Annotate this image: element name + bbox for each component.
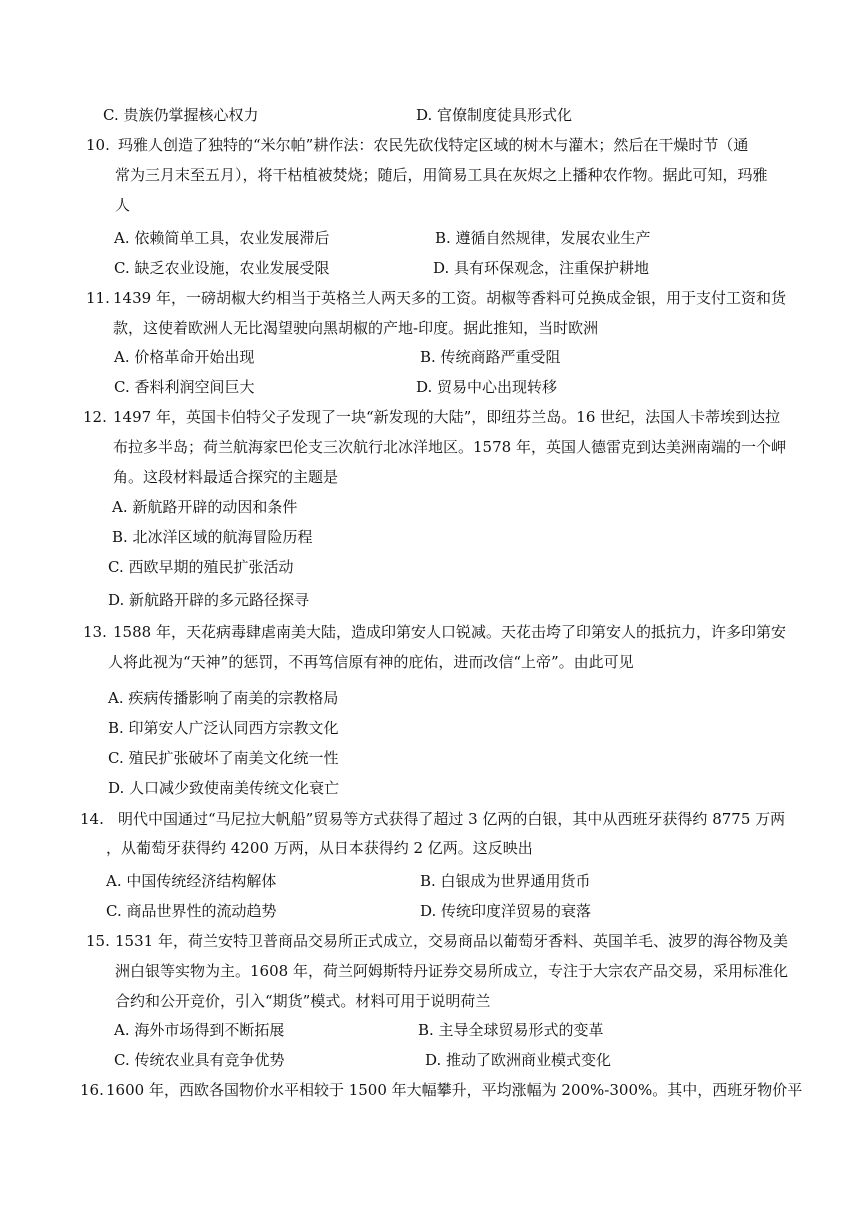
q10-option-b: B. 遵循自然规律，发展农业生产 — [435, 229, 651, 247]
q16-number: 16. — [80, 1081, 104, 1099]
q9-option-d: D. 官僚制度徒具形式化 — [416, 106, 573, 124]
q13-option-d: D. 人口减少致使南美传统文化衰亡 — [108, 779, 340, 797]
q12-option-a: A. 新航路开辟的动因和条件 — [112, 498, 298, 516]
q15-stem-line-2: 洲白银等实物为主。1608 年，荷兰阿姆斯特丹证券交易所成立，专注于大宗农产品交易，采用标准化 — [115, 962, 788, 980]
q12-stem-line-3: 角。这段材料最适合探究的主题是 — [113, 468, 339, 486]
q15-option-b: B. 主导全球贸易形式的变革 — [418, 1021, 604, 1039]
q15-stem-line-3: 合约和公开竞价，引入“期货”模式。材料可用于说明荷兰 — [115, 992, 491, 1010]
q14-stem-line-2: ，从葡萄牙获得约 4200 万两，从日本获得约 2 亿两。这反映出 — [106, 839, 533, 857]
q11-option-a: A. 价格革命开始出现 — [114, 348, 255, 366]
q12-number: 12. — [83, 408, 107, 426]
q11-option-b: B. 传统商路严重受阻 — [420, 348, 561, 366]
q10-number: 10. — [86, 136, 110, 154]
q10-stem-line-2: 常为三月末至五月），将干枯植被焚烧；随后，用简易工具在灰烬之上播种农作物。据此可知，玛雅 — [115, 166, 768, 184]
q14-option-b: B. 白银成为世界通用货币 — [420, 872, 591, 890]
q11-option-d: D. 贸易中心出现转移 — [416, 378, 558, 396]
q13-stem-line-2: 人将此视为“天神”的惩罚，不再笃信原有神的庇佑，进而改信“上帝”。由此可见 — [108, 653, 634, 671]
q14-option-c: C. 商品世界性的流动趋势 — [106, 902, 277, 920]
q13-option-c: C. 殖民扩张破坏了南美文化统一性 — [108, 749, 339, 767]
q15-number: 15. — [86, 932, 110, 950]
q14-stem-line-1: 明代中国通过“马尼拉大帆船”贸易等方式获得了超过 3 亿两的白银，其中从西班牙获得约 8775 万两 — [118, 810, 786, 828]
q14-option-a: A. 中国传统经济结构解体 — [106, 872, 277, 890]
q12-stem-line-2: 布拉多半岛；荷兰航海家巴伦支三次航行北冰洋地区。1578 年，英国人德雷克到达美洲南端的一个岬 — [113, 438, 786, 456]
q14-option-d: D. 传统印度洋贸易的衰落 — [420, 902, 592, 920]
q12-stem-line-1: 1497 年，英国卡伯特父子发现了一块“新发现的大陆”，即纽芬兰岛。16 世纪，法国人卡蒂埃到达拉 — [113, 408, 781, 426]
q13-stem-line-1: 1588 年，天花病毒肆虐南美大陆，造成印第安人口锐减。天花击垮了印第安人的抵抗力，许多印第安 — [113, 623, 786, 641]
q10-stem-line-3: 人 — [115, 196, 131, 214]
q9-option-c: C. 贵族仍掌握核心权力 — [103, 106, 259, 124]
q11-number: 11. — [86, 289, 110, 307]
q15-option-c: C. 传统农业具有竞争优势 — [114, 1051, 285, 1069]
q15-option-a: A. 海外市场得到不断拓展 — [114, 1021, 285, 1039]
q14-number: 14. — [80, 810, 104, 828]
q11-stem-line-2: 款，这使着欧洲人无比渴望驶向黑胡椒的产地-印度。据此推知，当时欧洲 — [113, 319, 599, 337]
q10-option-d: D. 具有环保观念，注重保护耕地 — [433, 259, 650, 277]
q12-option-d: D. 新航路开辟的多元路径探寻 — [108, 591, 310, 609]
q11-option-c: C. 香料利润空间巨大 — [114, 378, 255, 396]
q10-option-a: A. 依赖简单工具，农业发展滞后 — [114, 229, 330, 247]
q10-option-c: C. 缺乏农业设施，农业发展受限 — [114, 259, 330, 277]
q13-option-a: A. 疾病传播影响了南美的宗教格局 — [108, 689, 339, 707]
q10-stem-line-1: 玛雅人创造了独特的“米尔帕”耕作法：农民先砍伐特定区域的树木与灌木；然后在干燥时节（通 — [118, 136, 749, 154]
q16-stem-line-1: 1600 年，西欧各国物价水平相较于 1500 年大幅攀升，平均涨幅为 200%-300%。其中，西班牙物价平 — [106, 1081, 803, 1099]
q13-option-b: B. 印第安人广泛认同西方宗教文化 — [108, 719, 339, 737]
q13-number: 13. — [83, 623, 107, 641]
q12-option-b: B. 北冰洋区域的航海冒险历程 — [112, 528, 313, 546]
q11-stem-line-1: 1439 年，一磅胡椒大约相当于英格兰人两天多的工资。胡椒等香料可兑换成金银，用于支付工资和货 — [113, 289, 786, 307]
q15-option-d: D. 推动了欧洲商业模式变化 — [425, 1051, 612, 1069]
q15-stem-line-1: 1531 年，荷兰安特卫普商品交易所正式成立，交易商品以葡萄牙香料、英国羊毛、波罗的海谷物及美 — [115, 932, 788, 950]
q12-option-c: C. 西欧早期的殖民扩张活动 — [108, 558, 294, 576]
